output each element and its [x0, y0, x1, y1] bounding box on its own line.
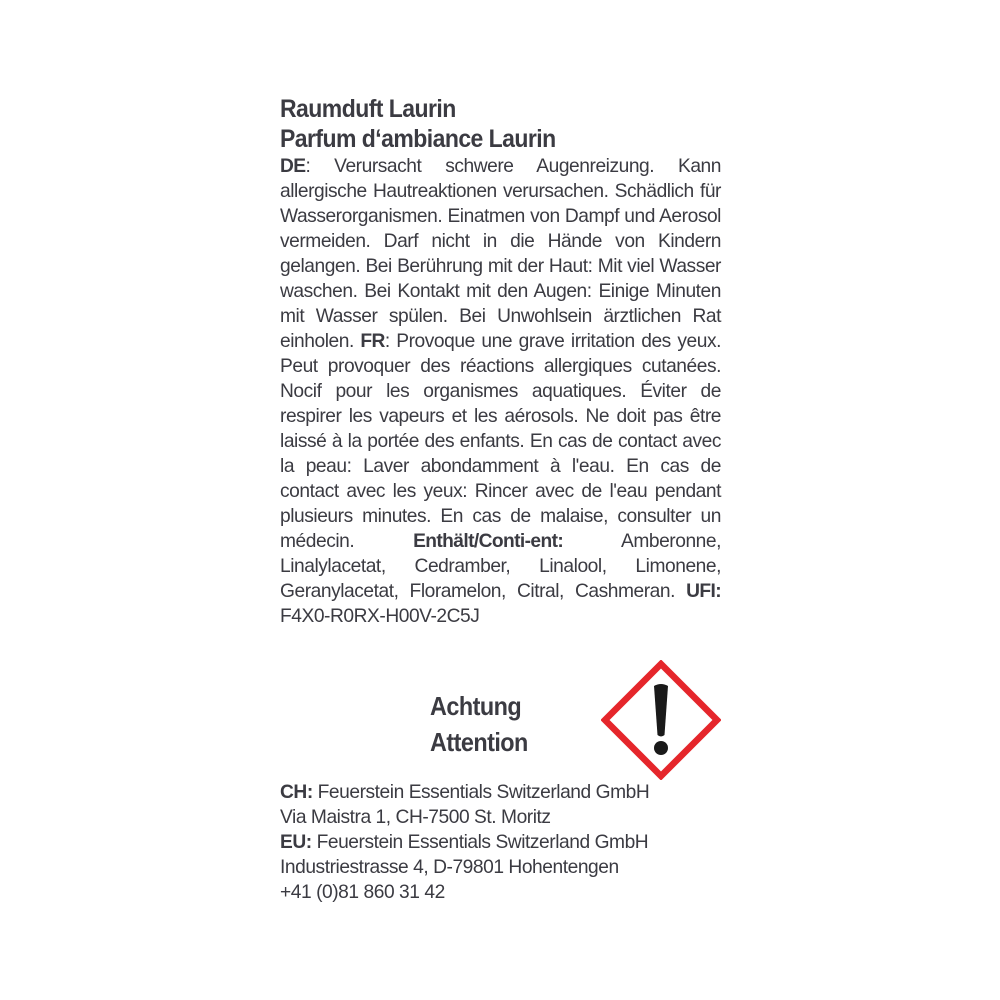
ch-street: Via Maistra 1, CH-7500 St. Moritz: [280, 807, 551, 828]
signal-word: [430, 688, 528, 760]
signal-word-fr: Attention: [430, 727, 528, 757]
ufi-code: F4X0-R0RX-H00V-2C5J: [280, 606, 480, 627]
phone-number: +41 (0)81 860 31 42: [280, 882, 445, 903]
ch-label: CH:: [280, 782, 313, 803]
fr-label: FR: [360, 331, 385, 352]
hazard-statements: DE: Verursacht schwere Augenreizung. Kann allergische Hautreaktionen verursachen. Schädlich für Wasserorganismen. Einatmen von Dampf und Aerosol vermeiden. Darf nicht in die Hände von Kindern gelangen. Bei Berührung mit der Haut: Mit viel Wasser waschen. Bei Kontakt mit den Augen: Einige Minuten mit Wasser spülen. Bei Unwohlsein ärztlichen Rat einholen. FR: Provoque une grave irritation des yeux. Peut provoquer des réactions allergiques cutanées. Nocif pour les organismes aquatiques. Éviter de respirer les vapeurs et les aérosols. Ne doit pas être laissé à la portée des enfants. En cas de contact avec la peau: Laver abondamment à l'eau. En cas de contact avec les yeux: Rincer avec de l'eau pendant plusieurs minutes. En cas de malaise, consulter un médecin. Enthält/Conti-ent: Amberonne, Linalylacetat, Cedramber, Linalool, Limonene, Geranylacetat, Floramelon, Citral, Cashmeran. UFI: F4X0-R0RX-H00V-2C5J: [280, 156, 721, 627]
ch-company-line: [280, 780, 649, 805]
eu-label: EU:: [280, 832, 312, 853]
eu-street: Industriestrasse 4, D-79801 Hohentengen: [280, 857, 619, 878]
ghs-exclamation-mark-icon: [601, 660, 721, 780]
contains-label: Enthält/Conti-ent:: [413, 531, 564, 552]
de-label: DE: [280, 156, 306, 177]
product-label: [280, 94, 721, 629]
fr-hazard-text: Provoque une grave irritation des yeux. Peut provoquer des réactions allergiques cutanées. Nocif pour les organismes aquatiques. Éviter de respirer les vapeurs et les aérosols. Ne doit pas être laissé à la portée des enfants. En cas de contact avec la peau: Laver abondamment à l'eau. En cas de contact avec les yeux: Rincer avec de l'eau pendant plusieurs minutes. En cas de malaise, consulter un médecin.: [280, 331, 721, 552]
de-hazard-text: Verursacht schwere Augenreizung. Kann allergische Hautreaktionen verursachen. Schädlich für Wasserorganismen. Einatmen von Dampf und Aerosol vermeiden. Darf nicht in die Hände von Kindern gelangen. Bei Berührung mit der Haut: Mit viel Wasser waschen. Bei Kontakt mit den Augen: Einige Minuten mit Wasser spülen. Bei Unwohlsein ärztlichen Rat einholen.: [280, 156, 721, 352]
ufi-label: UFI:: [686, 581, 721, 602]
ch-company: Feuerstein Essentials Switzerland GmbH: [317, 782, 650, 803]
eu-company: Feuerstein Essentials Switzerland GmbH: [316, 832, 649, 853]
signal-word-de: Achtung: [430, 691, 522, 721]
product-title-fr: Parfum d‘ambiance Laurin: [280, 125, 556, 153]
contains-ingredients: Amberonne, Linalylacetat, Cedramber, Linalool, Limonene, Geranylacetat, Floramelon, Citral, Cashmeran.: [280, 531, 721, 602]
eu-company-line: [280, 830, 649, 855]
distributor-address: [280, 780, 649, 905]
product-title-de: Raumduft Laurin: [280, 95, 456, 123]
